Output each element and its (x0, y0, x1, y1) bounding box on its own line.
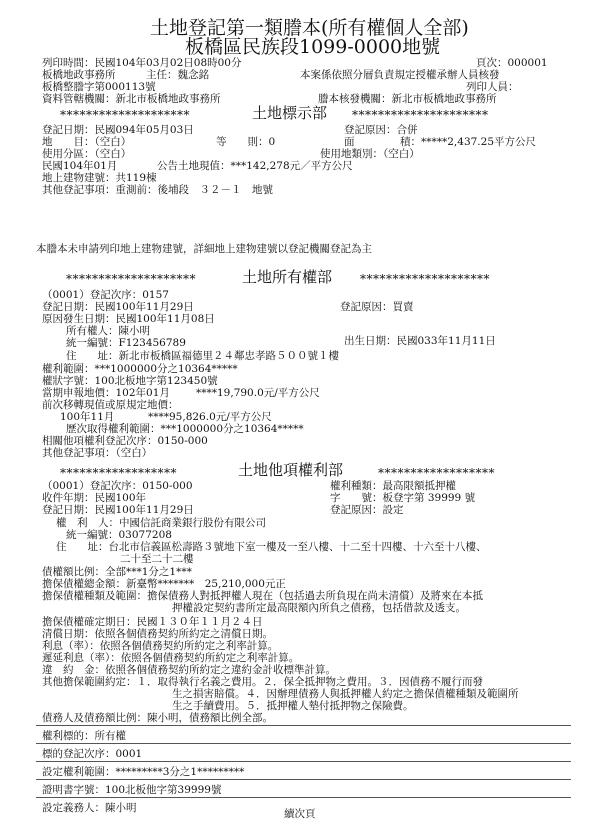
owner-address: 住 址：新北市板橋區福德里２４鄰忠孝路５００號１樓 (66, 350, 339, 362)
document-subtitle: 板橋區民族段1099-0000地號 (185, 36, 441, 58)
owner-birth: 出生日期：民國033年11月11日 (344, 335, 496, 347)
land-other-notes: 其他登記事項：重測前：後埔段 ３２－１ 地號 (42, 184, 273, 196)
mortgage-holder-address-2: 二十至二十二樓 (120, 553, 194, 565)
divider (36, 761, 571, 762)
other-guarantee-scope-2: 生之損害賠償。４．因辦理債務人與抵押權人約定之擔保債權種類及範圍所 (172, 688, 519, 700)
mortgage-holder: 權 利 人：中國信託商業銀行股份有限公司 (56, 517, 266, 529)
owner-seq: （0001）登記次序：0157 (42, 289, 169, 301)
penalty: 違 約 金：依照各個債務契約所約定之違約金計收標準計算。 (42, 664, 336, 676)
land-rank: 等 則：0 (216, 136, 276, 148)
land-use-zone: 使用分區：（空白） (42, 148, 132, 160)
mortgage-reason: 登記原因：設定 (330, 504, 404, 516)
certificate-number: 證明書字號：100北板他字第39999號 (42, 784, 222, 796)
interest-rate: 利息（率）：依照各個債務契約所約定之利率計算。 (42, 640, 279, 652)
land-buildings: 地上建物建號：共119棟 (42, 172, 157, 184)
divider (36, 743, 571, 744)
mortgage-stars-right: ****************** (378, 466, 495, 480)
land-area-label: 面 (344, 136, 355, 148)
land-announced-price: 公告土地現值：***142,278元／平方公尺 (157, 160, 353, 172)
building-note: 本謄本未申請列印地上建物建號，詳細地上建物建號以登記機關登記為主 (36, 243, 372, 255)
prev-value-label: 前次移轉現值或原規定地價： (42, 399, 179, 411)
divider (36, 797, 571, 798)
land-area: 積：*****2,437.25平方公尺 (400, 136, 537, 148)
target-right: 權利標的：所有權 (42, 730, 126, 742)
prev-value: ****95,826.0元/平方公尺 (148, 411, 272, 423)
owner-stars-left: ******************** (66, 272, 196, 286)
related-rights-seq: 相關他項權利登記次序：0150-000 (42, 435, 208, 447)
print-time: 列印時間：民國104年03月02日08時00分 (42, 57, 242, 69)
divider (36, 779, 571, 780)
owner-cause-date: 原因發生日期：民國100年11月08日 (42, 313, 215, 325)
land-section-title: 土地標示部 (252, 104, 328, 122)
mortgage-holder-id: 統一編號：03077208 (66, 529, 172, 541)
mortgage-stars-left: ****************** (60, 466, 177, 480)
prev-value-date: 100年11月 (60, 411, 115, 423)
other-guarantee-scope: 其他擔保範圍約定：１．取得執行名義之費用。２．保全抵押物之費用。３．因債務不履行而發 (42, 676, 483, 688)
mortgage-seq: （0001）登記次序：0150-000 (42, 480, 193, 492)
land-reg-date: 登記日期：民國094年05月03日 (42, 124, 194, 136)
office: 板橋地政事務所 (42, 69, 116, 81)
divider (36, 725, 571, 726)
continued-next-page: 續次頁 (284, 808, 316, 820)
guaranteed-kind-scope-2: 押權設定契約書所定最高限額內所負之債務，包括借款及透支。 (172, 602, 466, 614)
late-interest: 遲延利息（率）：依照各個債務契約所約定之利率計算。 (42, 652, 300, 664)
mortgage-receipt-year: 收件年期：民國100年 (42, 492, 147, 504)
managing-office: 資料管轄機關：新北市板橋地政事務所 (42, 93, 221, 105)
owner-reg-date: 登記日期：民國100年11月29日 (42, 301, 194, 313)
land-reg-reason: 登記原因：合併 (344, 124, 418, 136)
owner-other-notes: 其他登記事項：（空白） (42, 447, 153, 459)
owner-scope: 權利範圍：***1000000分之10364***** (42, 363, 238, 375)
printer-label: 列印人員： (466, 81, 519, 93)
owner-cert: 權狀字號：100北板地字第123450號 (42, 375, 218, 387)
owner-reason: 登記原因：買賣 (340, 301, 414, 313)
document-number: 板橋整謄字第000113號 (42, 81, 156, 93)
mortgage-word-no: 字 號：板登字第 39999 號 (330, 492, 476, 504)
guaranteed-kind-scope: 擔保債權種類及範圍：擔保債務人對抵押權人現在（包括過去所負現在尚未清償）及將來在本抵 (42, 590, 483, 602)
declared-price: ****19,790.0元/平方公尺 (196, 387, 320, 399)
mortgage-reg-date: 登記日期：民國100年11月29日 (42, 504, 194, 516)
guaranteed-total: 擔保債權總金額：新臺幣******* 25,210,000元正 (42, 578, 286, 590)
section-stars-right: ********************* (352, 108, 489, 122)
mortgage-holder-address: 住 址：台北市信義區松壽路３號地下室一樓及一至八樓、十二至十四樓、十六至十八樓、 (56, 541, 487, 553)
debt-ratio: 債權額比例：全部***1分之1*** (42, 566, 192, 578)
target-scope: 設定權利範圍：*********3分之1********* (42, 766, 245, 778)
issuing-office: 謄本核發機關：新北市板橋地政事務所 (318, 93, 497, 105)
repayment-date: 清償日期：依照各個債務契約所約定之清償日期。 (42, 628, 273, 640)
mortgage-kind: 權利種類：最高限額抵押權 (330, 480, 456, 492)
debtor: 債務人及債務額比例：陳小明，債務額比例全部。 (42, 712, 273, 724)
supervisor: 主任：魏念銘 (146, 69, 209, 81)
claim-fix-date: 擔保債權確定期日：民國１３０年１１月２４日 (42, 616, 263, 628)
obligor: 設定義務人：陳小明 (42, 802, 137, 814)
owner-stars-right: ******************** (360, 272, 490, 286)
land-price-date: 民國104年01月 (42, 160, 118, 172)
document-title: 土地登記第一類謄本(所有權個人全部) (150, 17, 469, 39)
land-use-type: 使用地類別：（空白） (320, 148, 420, 160)
page-number: 頁次：000001 (476, 57, 548, 69)
declared-price-label: 當期申報地價：102年01月 (42, 387, 170, 399)
land-grade: 地 目：（空白） (42, 136, 132, 148)
owner-name: 所有權人：陳小明 (66, 325, 150, 337)
other-guarantee-scope-3: 生之手續費用。５．抵押權人墊付抵押物之保險費。 (172, 700, 414, 712)
owner-id: 統一編號：F123456789 (66, 337, 186, 349)
target-seq: 標的登記次序：0001 (42, 748, 143, 760)
mortgage-section-title: 土地他項權利部 (238, 461, 344, 479)
owner-history-scope: 歷次取得權利範圍：***1000000分之10364***** (66, 423, 304, 435)
section-stars-left: ******************** (60, 108, 190, 122)
owner-section-title: 土地所有權部 (242, 268, 333, 286)
authorization-notice: 本案係依照分層負責規定授權承辦人員核發 (300, 69, 500, 81)
